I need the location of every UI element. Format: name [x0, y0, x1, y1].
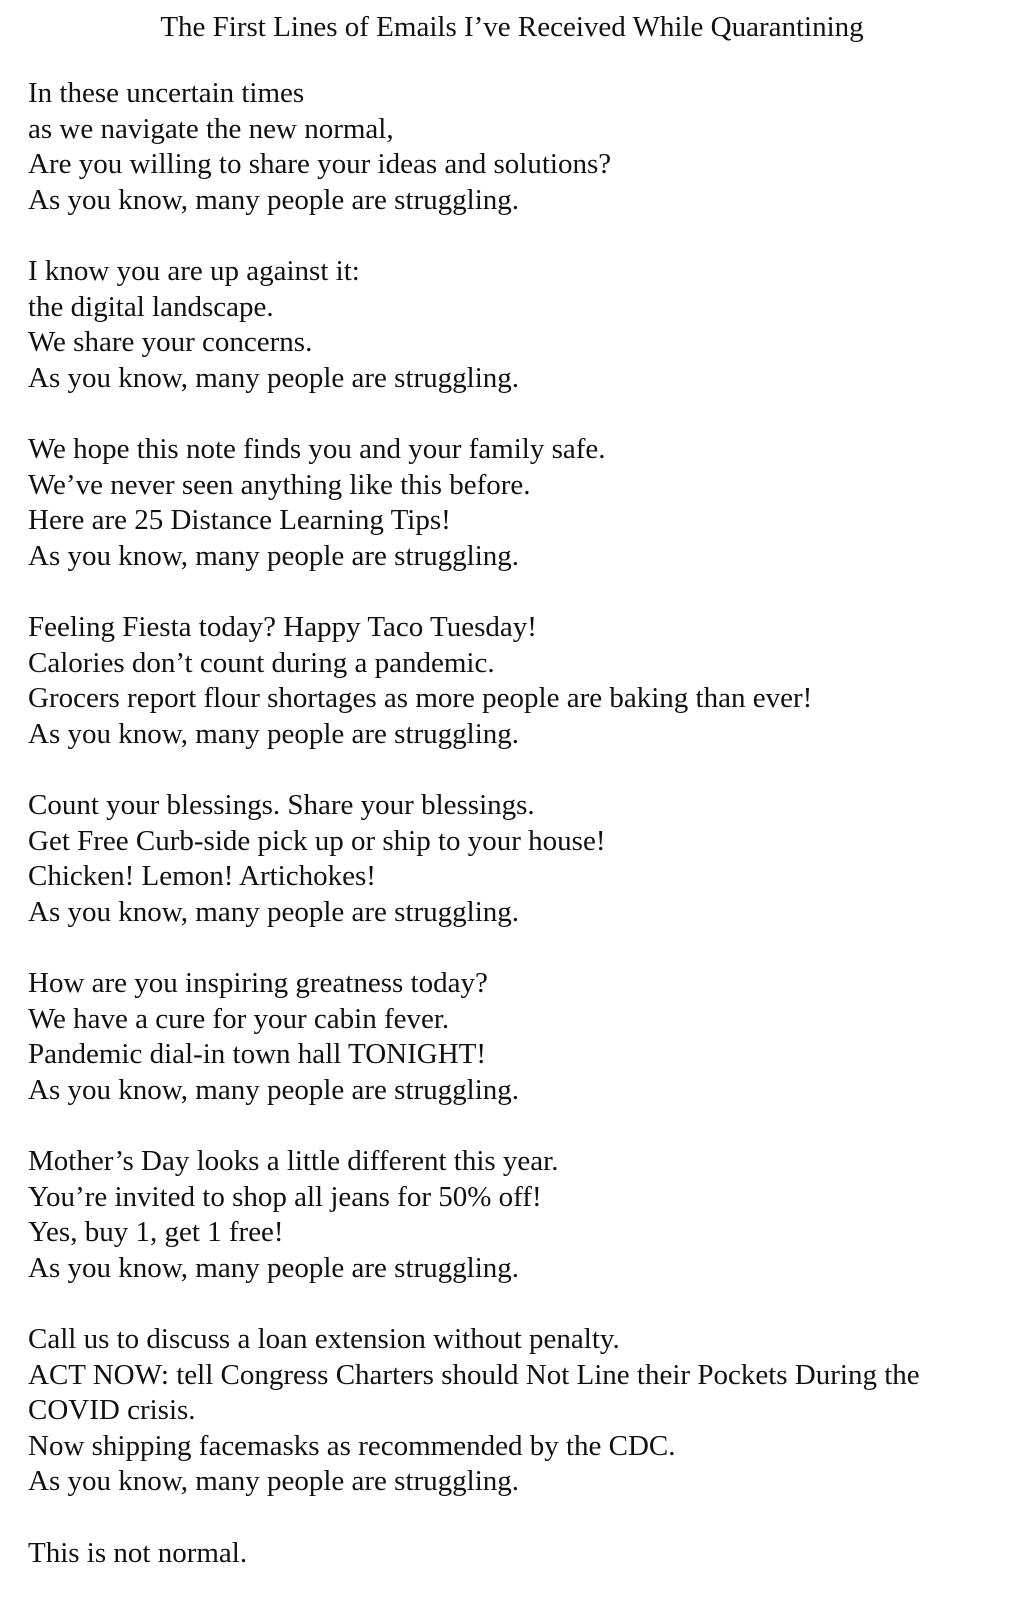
stanza-6: [28, 966, 996, 1108]
poem-line: Mother’s Day looks a little different this year.: [28, 1145, 559, 1177]
stanza-5: [28, 788, 996, 930]
poem-line: the digital landscape.: [28, 290, 274, 323]
stanza-4: [28, 610, 996, 752]
stanza-8: [28, 1322, 996, 1500]
stanza-7: [28, 1144, 996, 1286]
poem-line: We hope this note finds you and your family safe.: [28, 433, 606, 465]
poem-line: We’ve never seen anything like this before.: [28, 468, 531, 501]
poem-line: as we navigate the new normal,: [28, 112, 394, 145]
poem-line: As you know, many people are struggling.: [28, 1073, 520, 1106]
poem-line: We share your concerns.: [28, 326, 313, 358]
poem-line: Yes, buy 1, get 1 free!: [28, 1216, 284, 1248]
poem-line: Count your blessings. Share your blessings.: [28, 789, 535, 821]
poem-line: In these uncertain times: [28, 77, 305, 109]
poem-line: Chicken! Lemon! Artichokes!: [28, 860, 376, 892]
poem-line: How are you inspiring greatness today?: [28, 967, 488, 999]
poem-line: Are you willing to share your ideas and solutions?: [28, 148, 612, 180]
poem-line: As you know, many people are struggling.: [28, 1251, 520, 1284]
poem-line: Calories don’t count during a pandemic.: [28, 646, 495, 679]
poem-line: Call us to discuss a loan extension without penalty.: [28, 1323, 620, 1355]
poem-line: I know you are up against it:: [28, 255, 360, 287]
poem-line: We have a cure for your cabin fever.: [28, 1002, 450, 1035]
poem-line: As you know, many people are struggling.: [28, 895, 520, 928]
poem-line: You’re invited to shop all jeans for 50% off!: [28, 1180, 542, 1213]
stanza-2: [28, 254, 996, 396]
closing-line: This is not normal.: [28, 1536, 248, 1569]
stanza-9: [28, 1536, 996, 1572]
poem-line: As you know, many people are struggling.: [28, 539, 520, 572]
poem-line: As you know, many people are struggling.: [28, 183, 520, 216]
stanza-3: [28, 432, 996, 574]
poem-line: Grocers report flour shortages as more people are baking than ever!: [28, 682, 813, 714]
poem-line: Get Free Curb-side pick up or ship to your house!: [28, 824, 606, 857]
poem-line: Here are 25 Distance Learning Tips!: [28, 504, 451, 536]
poem-line: As you know, many people are struggling.: [28, 717, 520, 750]
document-title: The First Lines of Emails I’ve Received While Quarantining: [160, 11, 864, 43]
poem-line: As you know, many people are struggling.: [28, 1465, 520, 1497]
poem-line: As you know, many people are struggling.: [28, 361, 520, 394]
poem-line: Feeling Fiesta today? Happy Taco Tuesday!: [28, 611, 537, 643]
stanza-1: [28, 76, 996, 218]
poem-line: Now shipping facemasks as recommended by the CDC.: [28, 1429, 676, 1462]
poem-line: ACT NOW: tell Congress Charters should Not Line their Pockets During the COVID crisis.: [28, 1358, 920, 1426]
poem-line: Pandemic dial-in town hall TONIGHT!: [28, 1038, 487, 1070]
